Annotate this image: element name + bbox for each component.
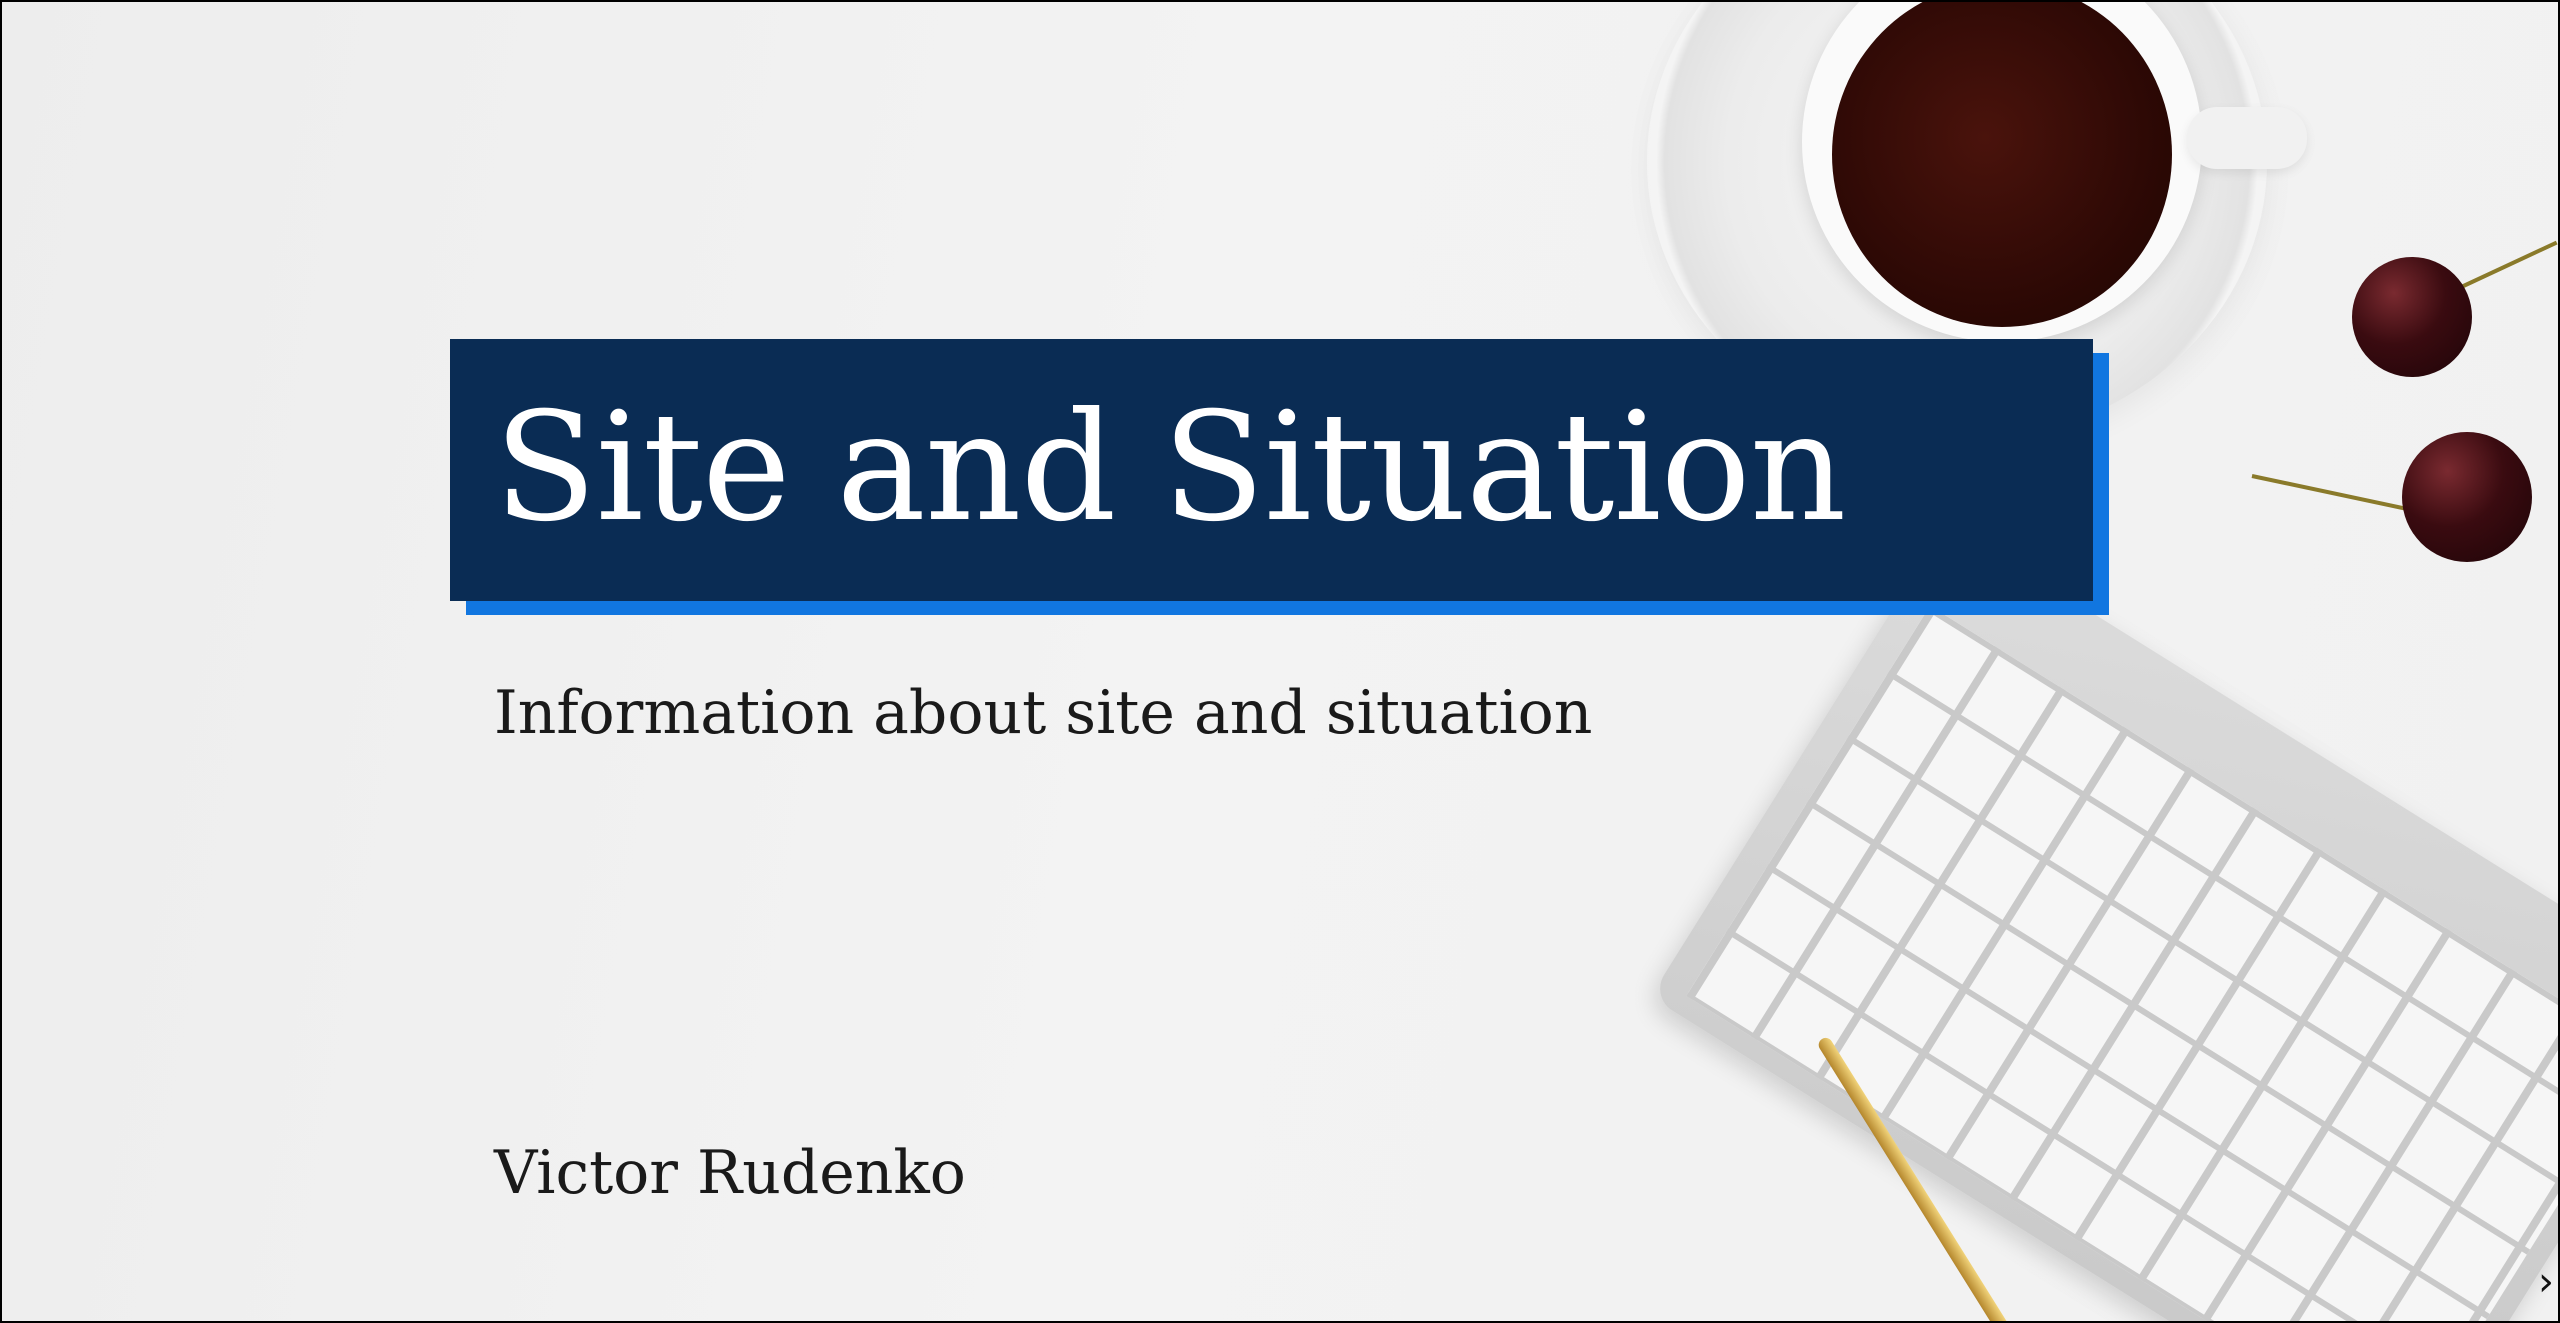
cherry-stem-image	[2456, 241, 2557, 291]
slide-title: Site and Situation	[494, 381, 1846, 555]
cherry-image	[2402, 432, 2532, 562]
presentation-slide	[2, 2, 2558, 1321]
slide-subtitle: Information about site and situation	[494, 678, 1593, 748]
keyboard-keys	[1686, 606, 2558, 1321]
cup-handle-image	[2187, 107, 2307, 169]
slide-author: Victor Rudenko	[494, 1138, 966, 1208]
next-slide-button[interactable]	[2534, 1259, 2558, 1305]
chevron-right-icon: ›	[2538, 1259, 2554, 1305]
keyboard-image	[1650, 522, 2558, 1321]
cherry-image	[2352, 257, 2472, 377]
